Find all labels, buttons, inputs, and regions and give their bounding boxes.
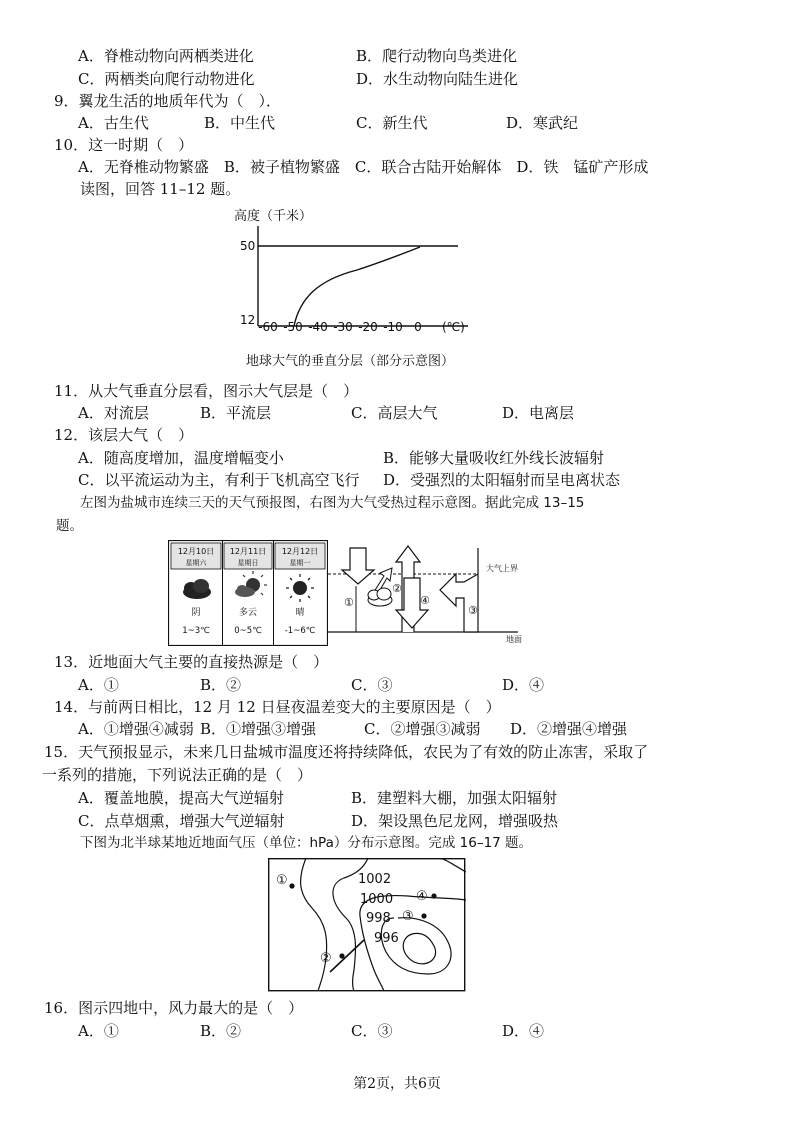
point-3-label: ③	[402, 909, 414, 924]
intro-13-15-line2: 题。	[56, 518, 83, 534]
q8-option-b: B．爬行动物向鸟类进化	[356, 47, 518, 65]
forecast-weather-1: 阴	[191, 608, 201, 618]
point-2-label: ②	[320, 951, 332, 966]
forecast-weather-2: 多云	[238, 608, 258, 618]
forecast-temp-2: 0~5℃	[234, 626, 262, 636]
q16-option-d: D．④	[502, 1022, 545, 1040]
solar-radiation-arrow	[342, 548, 374, 584]
q12-option-d: D．受强烈的太阳辐射而呈电离状态	[383, 471, 621, 489]
q13-stem: 13．近地面大气主要的直接热源是（ ）	[54, 653, 329, 671]
isobar-map	[268, 858, 466, 992]
q14-option-a: A．①增强④减弱	[78, 720, 194, 738]
q16-option-b: B．②	[200, 1022, 242, 1040]
q15-option-b: B．建塑料大棚，加强太阳辐射	[351, 789, 558, 807]
ground-label: 地面	[506, 635, 522, 644]
forecast-date-3: 12月12日	[281, 547, 319, 556]
point-1-dot	[289, 883, 294, 888]
q13-option-c: C．③	[351, 676, 393, 694]
atmosphere-heating-diagram	[328, 540, 538, 648]
forecast-weekday-3: 星期一	[289, 559, 311, 567]
q9-option-c: C．新生代	[356, 114, 428, 132]
point-2-dot	[339, 953, 344, 958]
q15-option-a: A．覆盖地膜，提高大气逆辐射	[78, 789, 284, 807]
atmosphere-top-label: 大气上界	[486, 564, 518, 573]
q11-option-c: C．高层大气	[351, 404, 438, 422]
x-tick-label: 0	[414, 320, 422, 334]
mark-1: ①	[344, 596, 354, 609]
mark-4: ④	[420, 594, 430, 607]
forecast-weekday-1: 星期六	[185, 559, 207, 567]
q15-option-d: D．架设黑色尼龙网，增强吸热	[351, 812, 559, 830]
temperature-curve	[294, 247, 420, 326]
x-tick-label: -60	[258, 320, 278, 334]
q16-stem: 16．图示四地中，风力最大的是（ ）	[44, 999, 304, 1017]
q16-option-a: A．①	[78, 1022, 119, 1040]
chart-ylabel: 高度（千米）	[234, 209, 313, 224]
q13-option-a: A．①	[78, 676, 119, 694]
forecast-weather-3: 晴	[295, 608, 305, 618]
mark-3: ③	[468, 604, 478, 617]
y-tick-top: 50	[240, 239, 256, 253]
x-tick-label: -30	[333, 320, 353, 334]
weather-forecast-panel	[168, 540, 328, 646]
intro-13-15-line1: 左图为盐城市连续三天的天气预报图，右图为大气受热过程示意图。据此完成 13–15	[80, 495, 585, 511]
q8-option-d: D．水生动物向陆生进化	[356, 70, 519, 88]
q14-option-c: C．②增强③减弱	[364, 720, 481, 738]
q12-option-b: B．能够大量吸收红外线长波辐射	[383, 449, 605, 467]
q12-option-c: C．以平流运动为主，有利于飞机高空飞行	[78, 471, 360, 489]
q15-option-c: C．点草烟熏，增强大气逆辐射	[78, 812, 285, 830]
forecast-weekday-2: 星期日	[237, 559, 259, 567]
q11-option-a: A．对流层	[78, 404, 149, 422]
isobar-label-1002: 1002	[358, 872, 392, 887]
forecast-temp-1: 1~3℃	[182, 626, 210, 636]
x-unit: (℃)	[442, 320, 465, 334]
q10-stem: 10．这一时期（ ）	[54, 136, 194, 154]
isobar-label-1000: 1000	[360, 892, 394, 907]
intro-16-17: 下图为北半球某地近地面气压（单位：hPa）分布示意图。完成 16–17 题。	[80, 835, 533, 851]
x-tick-label: -10	[383, 320, 403, 334]
intro-11-12: 读图，回答 11–12 题。	[80, 180, 241, 198]
atmosphere-layer-chart	[222, 200, 492, 350]
atmospheric-radiation-arrow	[440, 574, 478, 632]
x-tick-label: -40	[308, 320, 328, 334]
q14-stem: 14．与前两日相比，12 月 12 日昼夜温差变大的主要原因是（ ）	[54, 698, 501, 716]
q13-option-b: B．②	[200, 676, 242, 694]
cloud-icon	[368, 588, 392, 606]
isobar-label-996: 996	[374, 931, 399, 946]
q9-option-a: A．古生代	[78, 114, 149, 132]
q9-option-b: B．中生代	[204, 114, 276, 132]
page-footer: 第2页，共6页	[353, 1076, 441, 1092]
q13-option-d: D．④	[502, 676, 545, 694]
q10-options: A．无脊椎动物繁盛 B．被子植物繁盛 C．联合古陆开始解体 D．铁 锰矿产形成	[78, 158, 649, 176]
q11-option-b: B．平流层	[200, 404, 272, 422]
x-tick-label: -50	[283, 320, 303, 334]
q9-option-d: D．寒武纪	[506, 114, 579, 132]
point-3-dot	[421, 913, 426, 918]
mark-2: ②	[392, 582, 402, 595]
q11-stem: 11．从大气垂直分层看，图示大气层是（ ）	[54, 382, 359, 400]
forecast-date-2: 12月11日	[229, 547, 267, 556]
chart-caption: 地球大气的垂直分层（部分示意图）	[246, 354, 455, 369]
isobar-label-998: 998	[366, 911, 391, 926]
point-1-label: ①	[276, 873, 288, 888]
q12-stem: 12．该层大气（ ）	[54, 426, 194, 444]
q14-option-d: D．②增强④增强	[510, 720, 628, 738]
forecast-temp-3: -1~6℃	[284, 626, 316, 636]
q11-option-d: D．电离层	[502, 404, 575, 422]
q15-stem-line2: 一系列的措施，下列说法正确的是（ ）	[42, 766, 313, 784]
point-4-dot	[431, 893, 436, 898]
q9-stem: 9．翼龙生活的地质年代为（ ）．	[54, 92, 282, 110]
q14-option-b: B．①增强③增强	[200, 720, 317, 738]
q8-option-c: C．两栖类向爬行动物进化	[78, 70, 255, 88]
q12-option-a: A．随高度增加，温度增幅变小	[78, 449, 284, 467]
point-4-label: ④	[416, 889, 428, 904]
q15-stem-line1: 15．天气预报显示，未来几日盐城市温度还将持续降低，农民为了有效的防止冻害，采取了	[44, 743, 649, 761]
forecast-date-1: 12月10日	[177, 547, 215, 556]
q8-option-a: A．脊椎动物向两栖类进化	[78, 47, 254, 65]
x-tick-label: -20	[358, 320, 378, 334]
y-tick-bottom: 12	[240, 313, 256, 327]
q16-option-c: C．③	[351, 1022, 393, 1040]
x-tick-labels	[258, 320, 422, 334]
